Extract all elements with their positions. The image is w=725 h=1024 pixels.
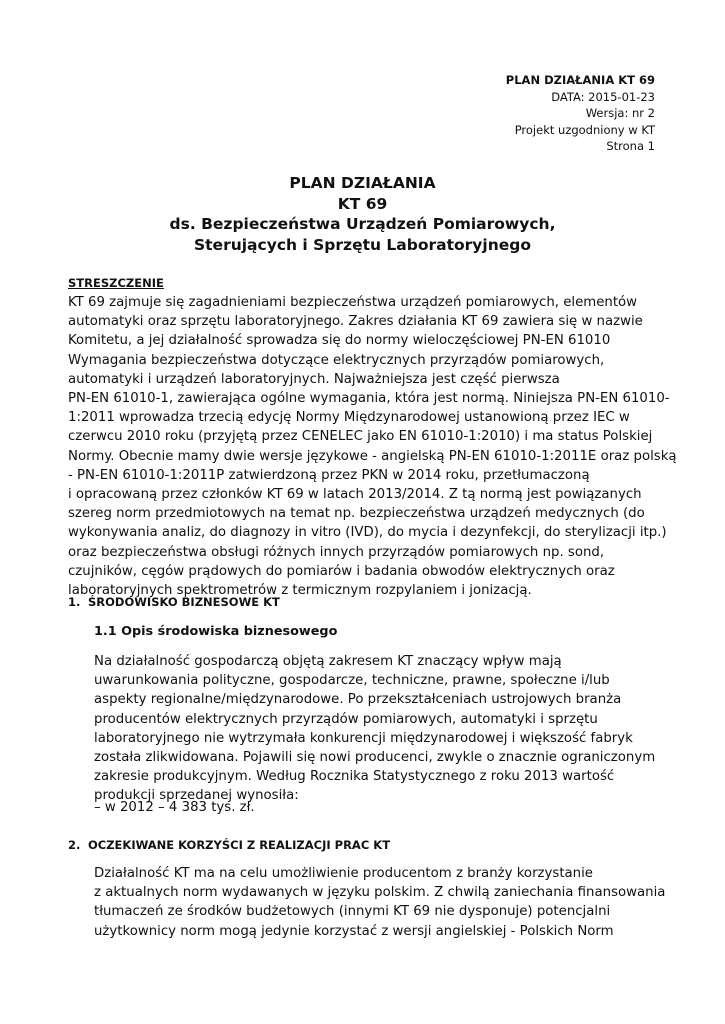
summary-line: Wymagania bezpieczeństwa dotyczące elektrycznych przyrządów pomiarowych, — [68, 352, 605, 368]
production-value-line: – w 2012 – 4 383 tys. zł. — [94, 800, 255, 815]
summary-line: oraz bezpieczeństwa obsługi różnych innych przyrządów pomiarowych np. sond, — [68, 544, 605, 560]
business-environment-paragraph — [94, 652, 655, 806]
document-title — [60, 173, 665, 255]
paragraph-line: tłumaczeń ze środków budżetowych (innymi KT 69 nie dysponuje) potencjalni — [94, 904, 611, 920]
section-1-number: 1. — [68, 595, 81, 609]
summary-line: - PN-EN 61010-1:2011P zatwierdzoną przez PKN w 2014 roku, przetłumaczoną — [68, 467, 590, 483]
summary-line: PN-EN 61010-1, zawierająca ogólne wymagania, która jest normą. Niniejsza PN-EN 61010- — [68, 391, 670, 407]
title-line-2: KT 69 — [337, 194, 388, 213]
section-1-title: ŚRODOWISKO BIZNESOWE KT — [88, 595, 280, 609]
paragraph-line: Na działalność gospodarczą objętą zakresem KT znaczący wpływ mają — [94, 654, 562, 669]
paragraph-line: Działalność KT ma na celu umożliwienie producentom z branży korzystanie — [94, 866, 593, 881]
paragraph-line: użytkownicy norm mogą jedynie korzystać z wersji angielskiej - Polskich Norm — [94, 923, 614, 939]
section-1-1-heading: 1.1 Opis środowiska biznesowego — [94, 624, 338, 639]
paragraph-line: z aktualnych norm wydawanych w języku polskim. Z chwilą zaniechania finansowania — [94, 885, 666, 901]
summary-line: KT 69 zajmuje się zagadnieniami bezpieczeństwa urządzeń pomiarowych, elementów — [68, 295, 638, 310]
summary-paragraph — [68, 293, 677, 600]
summary-line: szereg norm przedmiotowych na temat np. bezpieczeństwa urządzeń medycznych (do — [68, 506, 645, 522]
page-number: Strona 1 — [606, 139, 655, 153]
summary-line: czerwcu 2010 roku (przyjętą przez CENELEC jako EN 61010-1:2010) i ma status Polskiej — [68, 429, 653, 445]
section-2-heading — [68, 838, 390, 852]
summary-line: Komitetu, a jej działalność sprowadza się do normy wieloczęściowej PN-EN 61010 — [68, 333, 611, 349]
paragraph-line: została zlikwidowana. Pojawili się nowi producenci, zwykle o znacznie ograniczonym — [94, 750, 656, 766]
paragraph-line: uwarunkowania polityczne, gospodarcze, techniczne, prawne, społeczne i/lub — [94, 673, 610, 689]
paragraph-line: laboratoryjnego nie wytrzymała konkurencji międzynarodowej i większość fabryk — [94, 730, 633, 746]
plan-code: PLAN DZIAŁANIA KT 69 — [505, 73, 655, 87]
summary-line: 1:2011 wprowadza trzecią edycję Normy Międzynarodowej ustanowioną przez IEC w — [68, 410, 630, 426]
paragraph-line: produkcji sprzedanej wynosiła: — [94, 788, 299, 804]
document-version: Wersja: nr 2 — [585, 106, 655, 120]
summary-line: automatyki oraz sprzętu laboratoryjnego. Zakres działania KT 69 zawiera się w nazwie — [68, 314, 643, 330]
title-line-1: PLAN DZIAŁANIA — [289, 174, 436, 192]
section-2-title: OCZEKIWANE KORZYŚCI Z REALIZACJI PRAC KT — [88, 838, 391, 852]
paragraph-line: aspekty regionalne/międzynarodowe. Po przekształceniach ustrojowych branża — [94, 692, 622, 708]
document-date: DATA: 2015-01-23 — [551, 89, 655, 104]
summary-line: Normy. Obecnie mamy dwie wersje językowe - angielską PN-EN 61010-1:2011E oraz polską — [68, 448, 677, 464]
summary-line: i opracowaną przez członków KT 69 w latach 2013/2014. Z tą normą jest powiązanych — [68, 487, 642, 503]
summary-line: wykonywania analiz, do diagnozy in vitro (IVD), do mycia i dezynfekcji, do sterylizacji itp.) — [68, 525, 667, 541]
section-1-heading — [68, 595, 280, 609]
document-status: Projekt uzgodniony w KT — [514, 122, 655, 137]
document-meta — [506, 72, 655, 155]
paragraph-line: producentów elektrycznych przyrządów pomiarowych, automatyki i sprzętu — [94, 711, 598, 727]
summary-line: laboratoryjnych spektrometrów z termicznym rozpylaniem i jonizacją. — [68, 583, 532, 599]
summary-line: czujników, cęgów prądowych do pomiarów i badania obwodów elektrycznych oraz — [68, 563, 615, 579]
section-2-number: 2. — [68, 838, 81, 852]
benefits-paragraph — [94, 864, 665, 941]
paragraph-line: zakresie produkcyjnym. Według Rocznika Statystycznego z roku 2013 wartość — [94, 769, 615, 785]
title-line-3: ds. Bezpieczeństwa Urządzeń Pomiarowych, — [169, 215, 556, 233]
title-line-4: Sterujących i Sprzętu Laboratoryjnego — [193, 235, 532, 254]
summary-line: automatyki i urządzeń laboratoryjnych. Najważniejsza jest część pierwsza — [68, 371, 560, 387]
summary-heading: STRESZCZENIE — [68, 276, 164, 290]
